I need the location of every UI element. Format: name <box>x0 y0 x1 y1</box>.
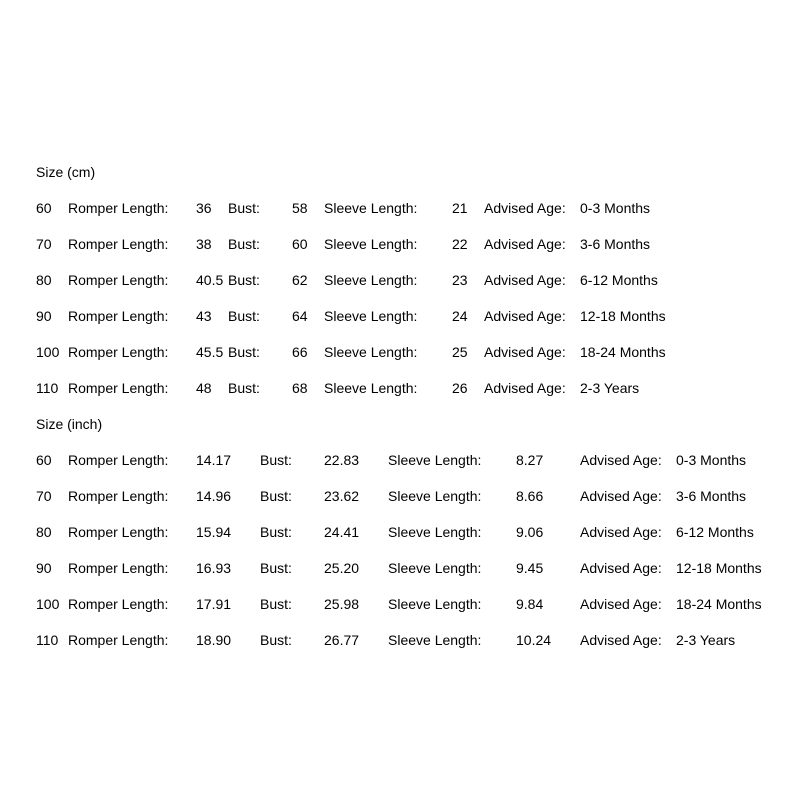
sleeve-length-value: 10.24 <box>516 632 552 648</box>
sleeve-length-label: Sleeve Length: <box>324 236 418 252</box>
advised-age-label: Advised Age: <box>580 488 662 504</box>
sleeve-length-label: Sleeve Length: <box>324 344 418 360</box>
advised-age-value: 3-6 Months <box>676 488 747 504</box>
sleeve-length-value: 9.06 <box>516 524 544 540</box>
advised-age-label: Advised Age: <box>580 452 662 468</box>
sleeve-length-value: 24 <box>452 308 468 324</box>
sleeve-length-value: 25 <box>452 344 468 360</box>
advised-age-value: 18-24 Months <box>676 596 762 612</box>
advised-age-label: Advised Age: <box>580 596 662 612</box>
romper-length-value: 18.90 <box>196 632 232 648</box>
sleeve-length-label: Sleeve Length: <box>324 380 418 396</box>
bust-label: Bust: <box>260 596 292 612</box>
sleeve-length-value: 9.84 <box>516 596 544 612</box>
advised-age-value: 2-3 Years <box>580 380 640 396</box>
advised-age-label: Advised Age: <box>484 272 566 288</box>
table-row <box>0 558 800 578</box>
size-value: 70 <box>36 488 52 504</box>
bust-label: Bust: <box>260 452 292 468</box>
romper-length-label: Romper Length: <box>68 452 169 468</box>
size-value: 80 <box>36 524 52 540</box>
table-row <box>0 630 800 650</box>
sleeve-length-label: Sleeve Length: <box>388 452 482 468</box>
bust-value: 26.77 <box>324 632 360 648</box>
sleeve-length-value: 8.27 <box>516 452 544 468</box>
table-row <box>0 450 800 470</box>
size-value: 90 <box>36 308 52 324</box>
sleeve-length-label: Sleeve Length: <box>324 200 418 216</box>
advised-age-label: Advised Age: <box>484 236 566 252</box>
advised-age-value: 6-12 Months <box>676 524 754 540</box>
romper-length-value: 40.5 <box>196 272 224 288</box>
sleeve-length-value: 21 <box>452 200 468 216</box>
romper-length-value: 14.17 <box>196 452 232 468</box>
advised-age-value: 3-6 Months <box>580 236 651 252</box>
romper-length-label: Romper Length: <box>68 524 169 540</box>
advised-age-label: Advised Age: <box>484 308 566 324</box>
bust-label: Bust: <box>228 380 260 396</box>
advised-age-label: Advised Age: <box>484 200 566 216</box>
size-value: 100 <box>36 596 60 612</box>
inch-table-heading: Size (inch) <box>36 416 103 432</box>
sleeve-length-label: Sleeve Length: <box>388 632 482 648</box>
bust-value: 60 <box>292 236 308 252</box>
table-row <box>0 378 800 398</box>
advised-age-value: 2-3 Years <box>676 632 736 648</box>
advised-age-label: Advised Age: <box>484 380 566 396</box>
bust-label: Bust: <box>228 344 260 360</box>
bust-value: 24.41 <box>324 524 360 540</box>
size-value: 100 <box>36 344 60 360</box>
bust-label: Bust: <box>260 632 292 648</box>
size-value: 60 <box>36 452 52 468</box>
romper-length-value: 45.5 <box>196 344 224 360</box>
advised-age-value: 12-18 Months <box>676 560 762 576</box>
sleeve-length-label: Sleeve Length: <box>388 560 482 576</box>
bust-value: 66 <box>292 344 308 360</box>
advised-age-value: 0-3 Months <box>676 452 747 468</box>
romper-length-value: 48 <box>196 380 212 396</box>
table-row <box>0 522 800 542</box>
bust-label: Bust: <box>260 560 292 576</box>
bust-value: 23.62 <box>324 488 360 504</box>
bust-value: 25.98 <box>324 596 360 612</box>
romper-length-value: 16.93 <box>196 560 232 576</box>
cm-heading-line <box>0 162 800 182</box>
advised-age-value: 6-12 Months <box>580 272 658 288</box>
sleeve-length-value: 26 <box>452 380 468 396</box>
bust-value: 25.20 <box>324 560 360 576</box>
table-row <box>0 198 800 218</box>
romper-length-value: 17.91 <box>196 596 232 612</box>
romper-length-label: Romper Length: <box>68 488 169 504</box>
bust-label: Bust: <box>260 488 292 504</box>
size-value: 60 <box>36 200 52 216</box>
romper-length-label: Romper Length: <box>68 344 169 360</box>
bust-label: Bust: <box>228 200 260 216</box>
advised-age-value: 12-18 Months <box>580 308 666 324</box>
size-value: 110 <box>36 632 59 648</box>
sleeve-length-label: Sleeve Length: <box>388 596 482 612</box>
romper-length-label: Romper Length: <box>68 632 169 648</box>
size-value: 80 <box>36 272 52 288</box>
table-row <box>0 234 800 254</box>
bust-label: Bust: <box>228 272 260 288</box>
sleeve-length-label: Sleeve Length: <box>388 488 482 504</box>
advised-age-label: Advised Age: <box>484 344 566 360</box>
advised-age-label: Advised Age: <box>580 524 662 540</box>
sleeve-length-label: Sleeve Length: <box>324 272 418 288</box>
table-row <box>0 342 800 362</box>
romper-length-value: 36 <box>196 200 212 216</box>
bust-value: 62 <box>292 272 308 288</box>
romper-length-label: Romper Length: <box>68 272 169 288</box>
romper-length-value: 14.96 <box>196 488 232 504</box>
bust-value: 68 <box>292 380 308 396</box>
advised-age-label: Advised Age: <box>580 632 662 648</box>
bust-label: Bust: <box>228 308 260 324</box>
size-value: 110 <box>36 380 59 396</box>
romper-length-value: 43 <box>196 308 212 324</box>
romper-length-label: Romper Length: <box>68 380 169 396</box>
bust-value: 22.83 <box>324 452 360 468</box>
sleeve-length-value: 8.66 <box>516 488 544 504</box>
romper-length-label: Romper Length: <box>68 236 169 252</box>
romper-length-label: Romper Length: <box>68 560 169 576</box>
bust-label: Bust: <box>228 236 260 252</box>
bust-value: 58 <box>292 200 308 216</box>
advised-age-label: Advised Age: <box>580 560 662 576</box>
sleeve-length-value: 22 <box>452 236 468 252</box>
table-row <box>0 486 800 506</box>
sleeve-length-value: 9.45 <box>516 560 544 576</box>
advised-age-value: 0-3 Months <box>580 200 651 216</box>
romper-length-label: Romper Length: <box>68 308 169 324</box>
romper-length-value: 15.94 <box>196 524 232 540</box>
table-row <box>0 270 800 290</box>
table-row <box>0 594 800 614</box>
sleeve-length-label: Sleeve Length: <box>388 524 482 540</box>
size-value: 90 <box>36 560 52 576</box>
sleeve-length-label: Sleeve Length: <box>324 308 418 324</box>
table-row <box>0 306 800 326</box>
cm-table-heading: Size (cm) <box>36 164 96 180</box>
bust-value: 64 <box>292 308 308 324</box>
inch-heading-line <box>0 414 800 434</box>
bust-label: Bust: <box>260 524 292 540</box>
romper-length-label: Romper Length: <box>68 200 169 216</box>
romper-length-value: 38 <box>196 236 212 252</box>
size-value: 70 <box>36 236 52 252</box>
sleeve-length-value: 23 <box>452 272 468 288</box>
advised-age-value: 18-24 Months <box>580 344 666 360</box>
romper-length-label: Romper Length: <box>68 596 169 612</box>
